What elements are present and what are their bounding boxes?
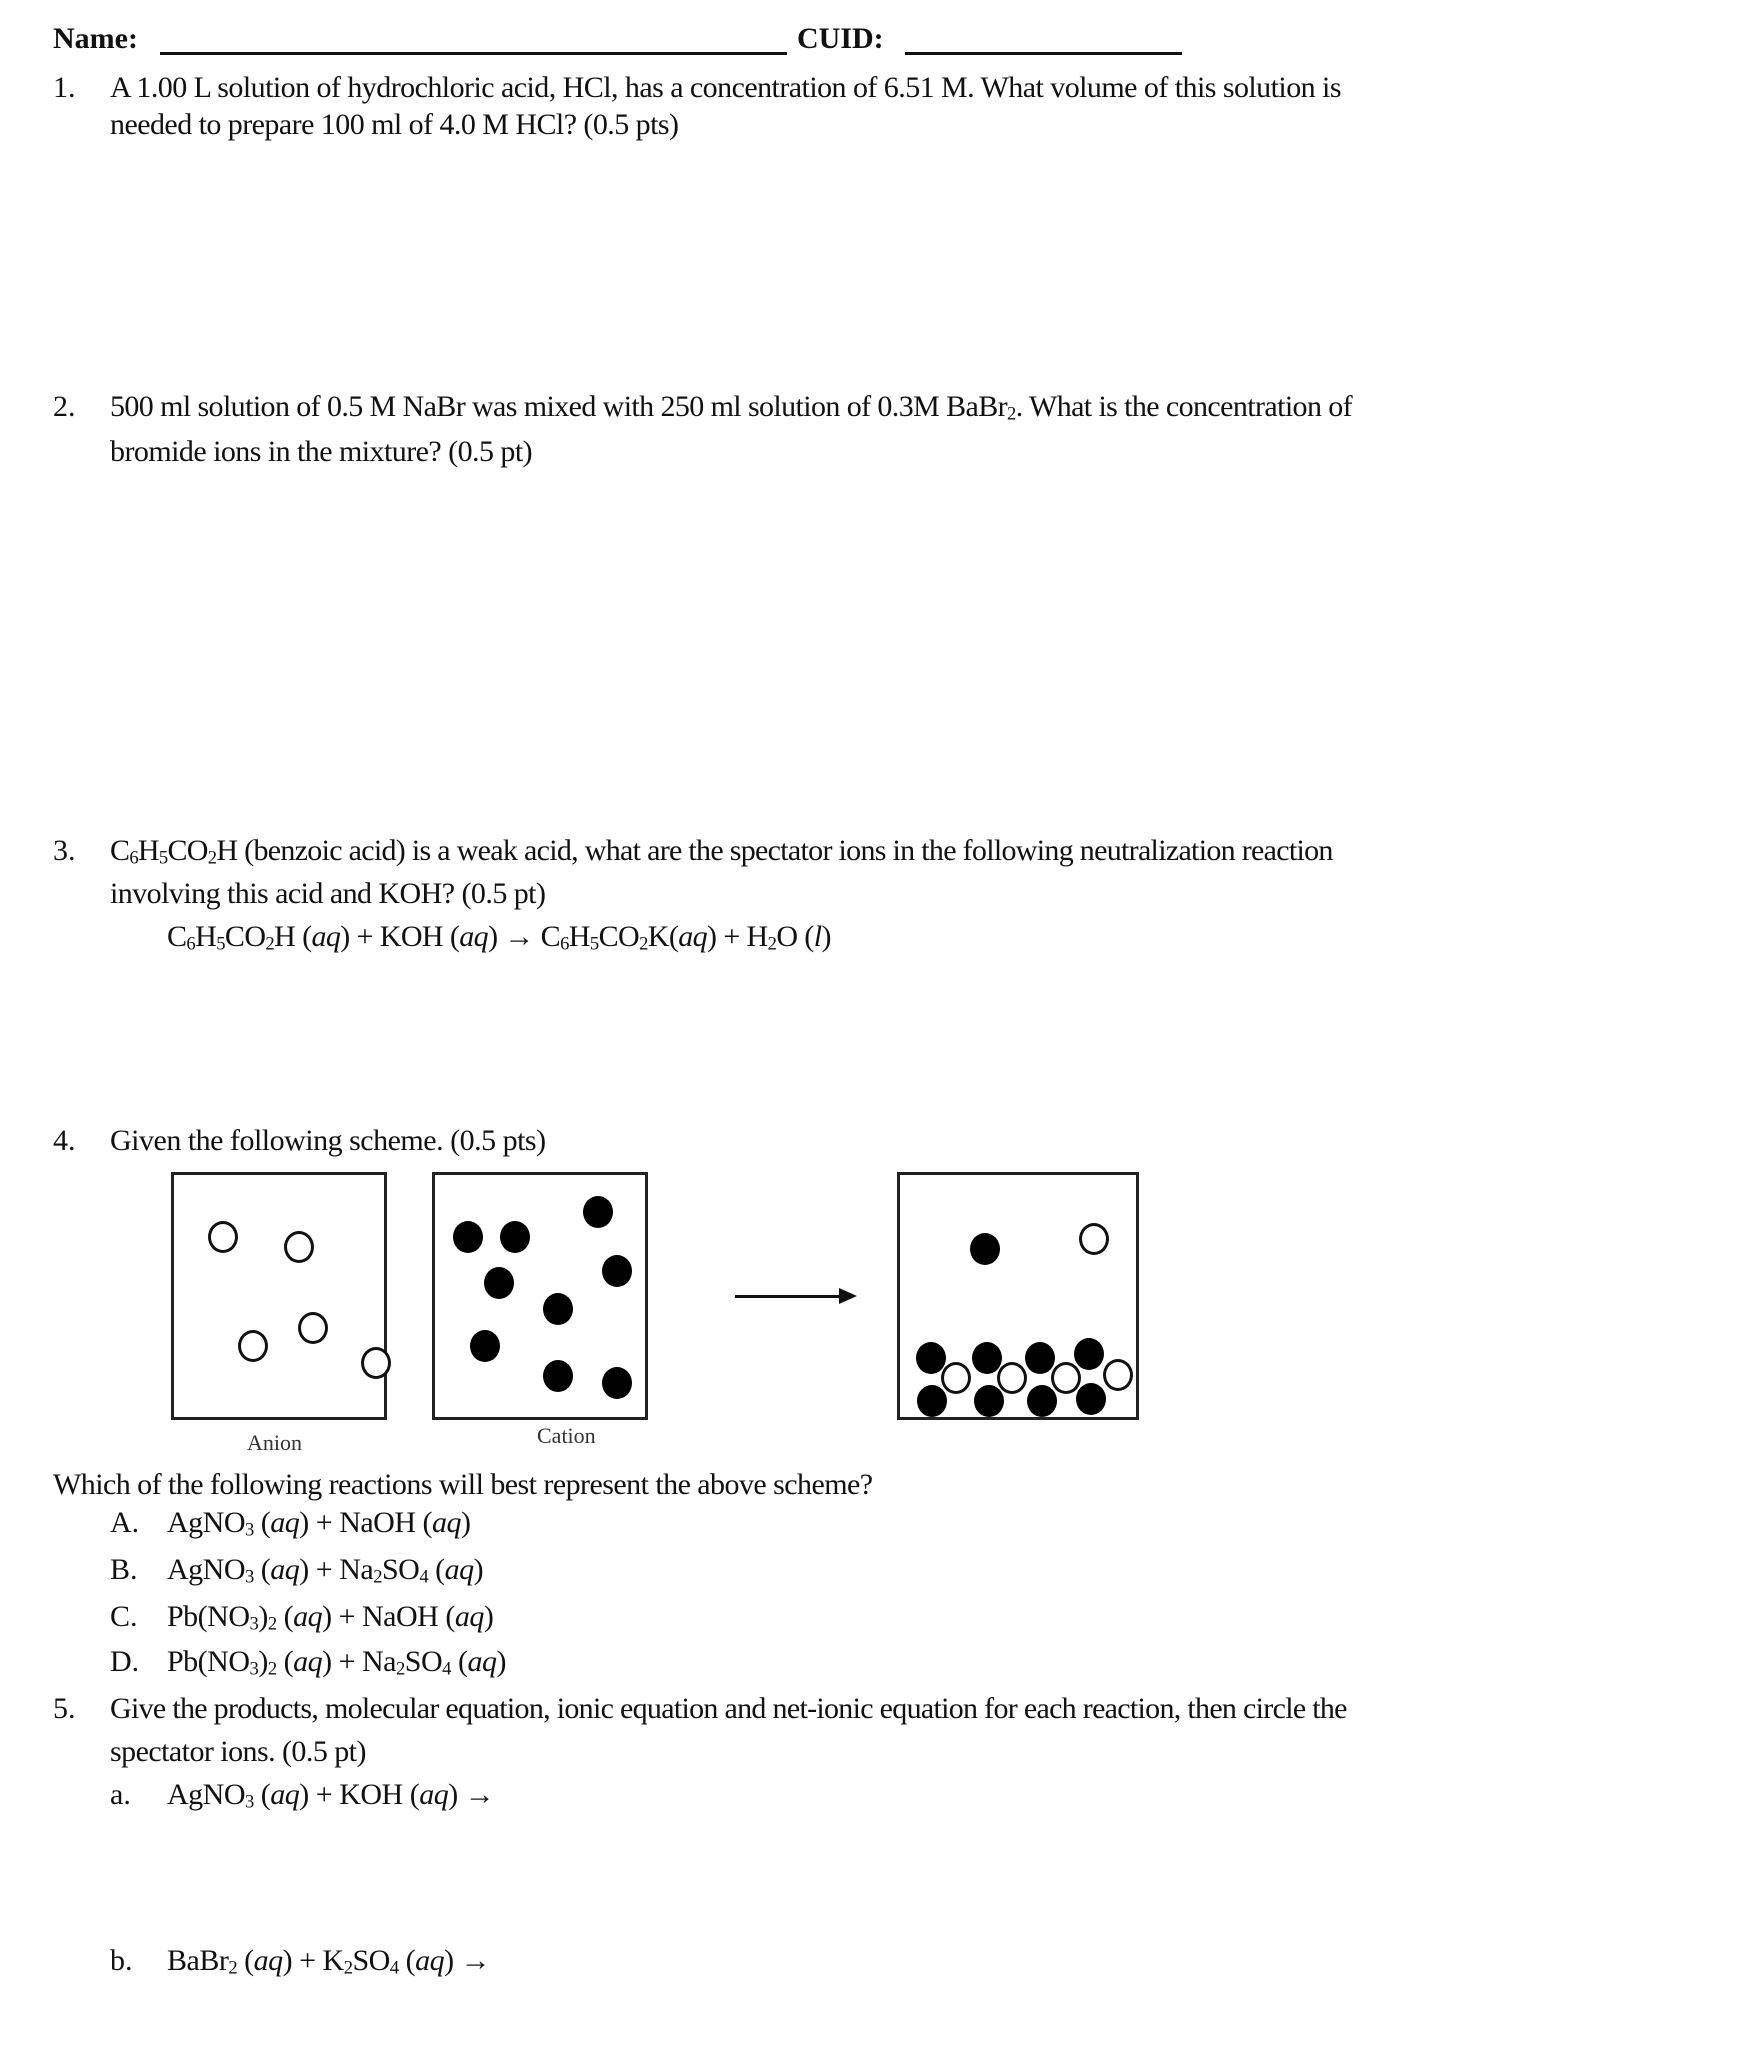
question-5-number: 5. xyxy=(53,1692,76,1725)
anion-particle xyxy=(284,1231,314,1263)
question-1-number: 1. xyxy=(53,71,76,104)
anion-particle xyxy=(238,1330,268,1362)
anion-particle xyxy=(208,1221,238,1253)
precipitate-anion xyxy=(997,1362,1027,1394)
question-2-number: 2. xyxy=(53,390,76,423)
name-field[interactable] xyxy=(160,52,787,55)
cuid-label: CUID: xyxy=(797,22,884,55)
question-1-text-line1: A 1.00 L solution of hydrochloric acid, HCl, has a concentration of 6.51 M. What volume of this solution is xyxy=(110,71,1341,104)
question-4-prompt: Which of the following reactions will best represent the above scheme? xyxy=(53,1468,873,1501)
precipitate-anion xyxy=(1103,1359,1133,1391)
cation-label: Cation xyxy=(537,1423,596,1448)
cation-beaker xyxy=(432,1172,648,1420)
anion-label: Anion xyxy=(247,1430,302,1455)
question-2-text-line1: 500 ml solution of 0.5 M NaBr was mixed with 250 ml solution of 0.3M BaBr$_2$. What is the concentration of xyxy=(110,390,1353,425)
part-letter: a. xyxy=(110,1778,131,1811)
cation-particle xyxy=(602,1367,632,1399)
option-formula: $Pb(NO_3)_2$ (aq) + NaOH (aq) xyxy=(167,1600,494,1635)
precipitate-cation xyxy=(1074,1338,1104,1370)
question-4-number: 4. xyxy=(53,1124,76,1157)
precipitate-cation xyxy=(1025,1342,1055,1374)
question-5-text-line2: spectator ions. (0.5 pt) xyxy=(110,1735,366,1768)
question-4-title: Given the following scheme. (0.5 pts) xyxy=(110,1124,546,1157)
reaction-arrow-icon xyxy=(735,1295,853,1298)
anion-particle xyxy=(298,1312,328,1344)
question-3-equation: $C_6H_5CO_2H$ (aq) + KOH $(aq) \to C_6H_5CO_2K(aq) + H_2O$ (l) xyxy=(167,920,831,955)
option-letter: C. xyxy=(110,1600,138,1633)
question-5-text-line1: Give the products, molecular equation, ionic equation and net-ionic equation for each reaction, then circle the xyxy=(110,1692,1347,1725)
cation-particle xyxy=(470,1330,500,1362)
anion-beaker xyxy=(171,1172,387,1420)
anion-particle xyxy=(361,1347,391,1379)
precipitate-cation xyxy=(1076,1383,1106,1415)
cation-particle xyxy=(543,1293,573,1325)
option-formula: $Pb(NO_3)_2$ $(aq) + Na_2SO_4$ (aq) xyxy=(167,1645,506,1680)
cation-particle xyxy=(970,1233,1000,1265)
question-3-text-line1: $C_6H_5CO_2H$ (benzoic acid) is a weak acid, what are the spectator ions in the following neutralization reaction xyxy=(110,834,1333,869)
option-formula: AgNO$_3$ $(aq) + Na_2SO_4$ (aq) xyxy=(167,1553,484,1588)
product-beaker xyxy=(897,1172,1139,1420)
option-formula: AgNO$_3$ (aq) + NaOH (aq) xyxy=(167,1506,471,1541)
question-1-text-line2: needed to prepare 100 ml of 4.0 M HCl? (0.5 pts) xyxy=(110,108,679,141)
precipitate-cation xyxy=(917,1385,947,1417)
cation-particle xyxy=(602,1255,632,1287)
option-letter: B. xyxy=(110,1553,138,1586)
question-2-text-line2: bromide ions in the mixture? (0.5 pt) xyxy=(110,435,533,468)
precipitate-cation xyxy=(916,1342,946,1374)
precipitate-anion xyxy=(1051,1362,1081,1394)
option-letter: A. xyxy=(110,1506,140,1539)
cation-particle xyxy=(543,1360,573,1392)
precipitate-cation xyxy=(1027,1385,1057,1417)
cation-particle xyxy=(583,1196,613,1228)
part-a-equation: AgNO$_3$ (aq) + KOH (aq) → xyxy=(167,1778,495,1813)
cation-particle xyxy=(500,1221,530,1253)
precipitate-anion xyxy=(941,1362,971,1394)
cuid-field[interactable] xyxy=(905,52,1182,55)
option-letter: D. xyxy=(110,1645,140,1678)
part-letter: b. xyxy=(110,1944,133,1977)
question-3-text-line2: involving this acid and KOH? (0.5 pt) xyxy=(110,877,546,910)
question-3-number: 3. xyxy=(53,834,76,867)
precipitate-cation xyxy=(972,1342,1002,1374)
cation-particle xyxy=(453,1221,483,1253)
anion-particle xyxy=(1079,1223,1109,1255)
name-label: Name: xyxy=(53,22,138,55)
cation-particle xyxy=(484,1267,514,1299)
part-b-equation: BaBr$_2$ $(aq) + K_2SO_4$ (aq) → xyxy=(167,1944,491,1979)
precipitate-cation xyxy=(974,1385,1004,1417)
